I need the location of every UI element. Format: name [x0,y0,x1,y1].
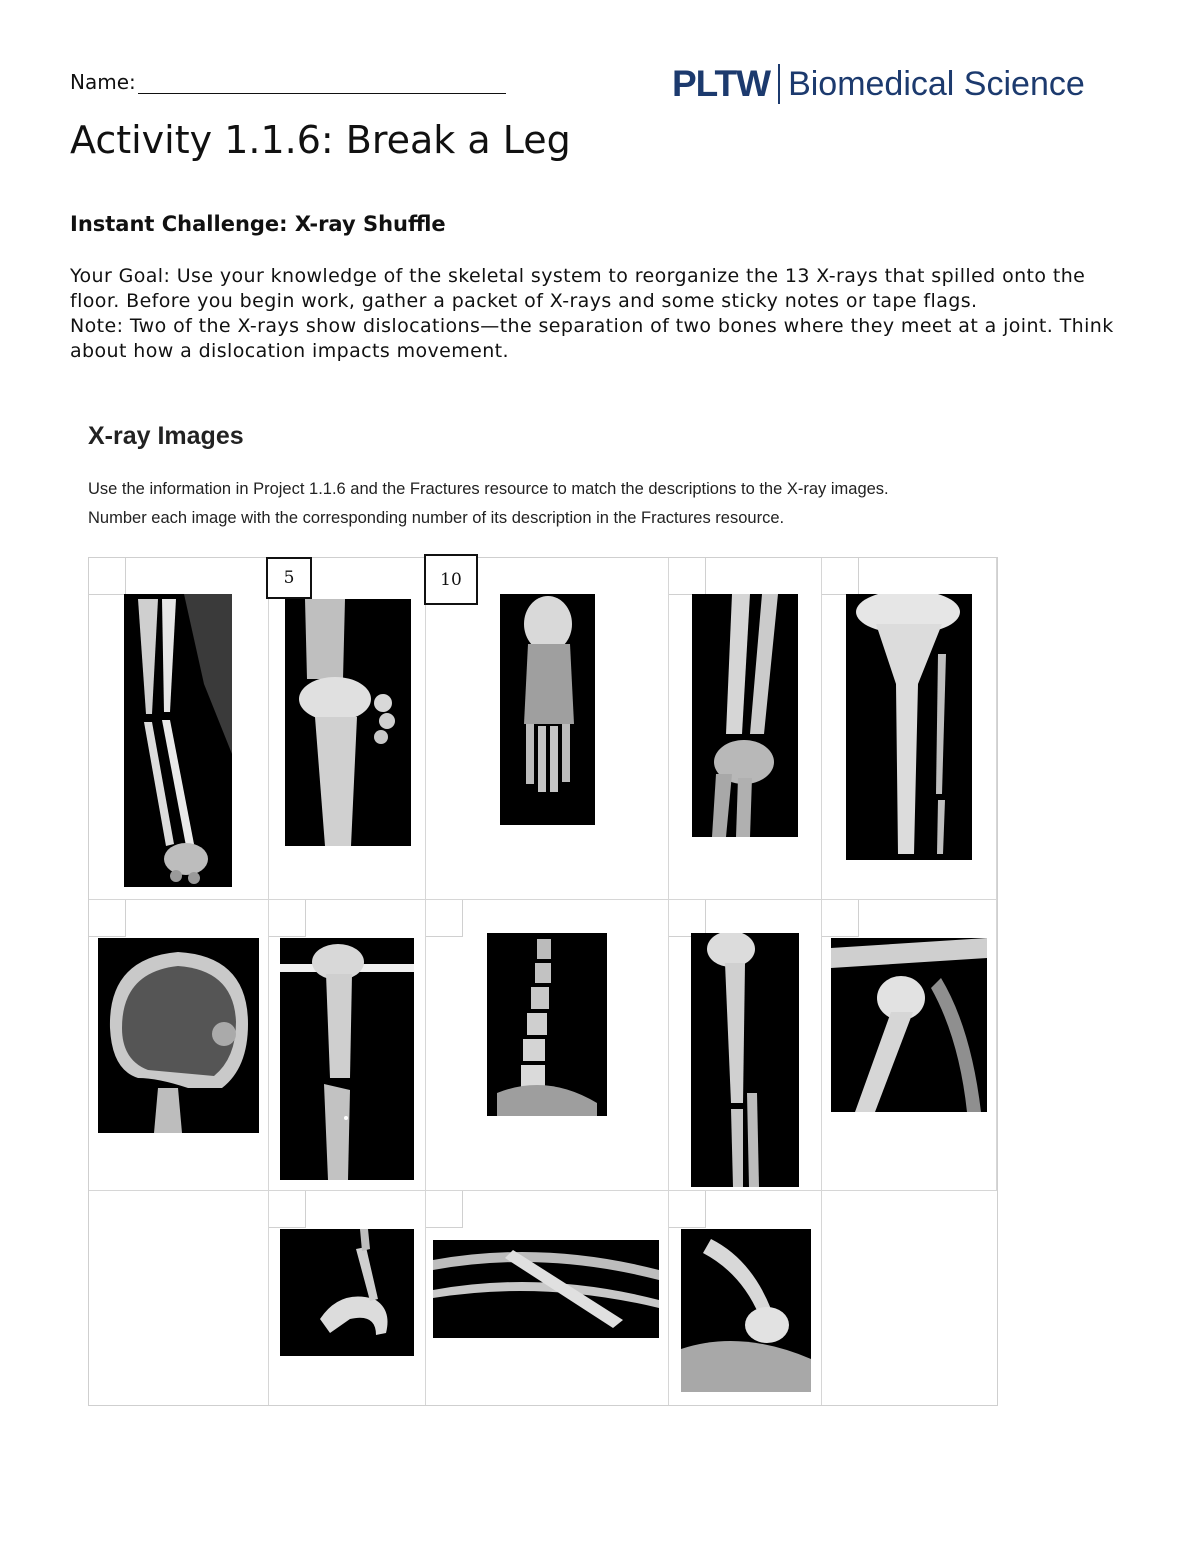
name-row [70,70,506,94]
xray-hand-image [280,1229,414,1356]
xray-skull-image [98,938,259,1133]
xray-grid [88,557,998,1406]
label-box[interactable] [669,558,706,595]
cell-tibia-fibula [822,558,997,900]
cell-arm-bone [669,900,822,1191]
cell-empty-right [822,1191,997,1405]
cell-forearm-fracture [89,558,269,900]
xray-forearm-fracture-image [124,594,232,887]
logo-pltw-text: PLTW [672,63,771,104]
cell-spine [426,900,669,1191]
name-label: Name: [70,70,136,94]
goal-paragraph: Your Goal: Use your knowledge of the skeletal system to reorganize the 13 X-rays that spilled onto the floor. Before you begin work, gather a packet of X-rays and some sticky notes or tape flags. [70,265,1086,312]
xray-tibia-image [846,594,972,860]
challenge-subtitle: Instant Challenge: X-ray Shuffle [70,212,446,236]
xray-wrist-image [692,594,798,837]
cell-lower-leg-knee [269,558,426,900]
label-box[interactable] [669,900,706,937]
xray-shoulder-image [831,938,987,1112]
xray-spine-image [487,933,607,1116]
xray-elbow-image [681,1229,811,1392]
cell-shoulder [822,900,997,1191]
label-box[interactable] [426,900,463,937]
logo-divider [778,64,780,104]
xray-arm-image [691,933,799,1187]
cell-wrist [669,558,822,900]
note-paragraph: Note: Two of the X-rays show dislocations—the separation of two bones where they meet at a joint. Think about how a dislocation impacts movement. [70,315,1114,362]
label-box-lower-leg-knee[interactable]: 5 [266,557,312,599]
instructions [70,264,1130,364]
xray-instruction-line-2: Number each image with the corresponding number of its description in the Fractures resource. [88,509,785,527]
xray-images-heading: X-ray Images [88,422,244,450]
label-box[interactable] [269,900,306,937]
label-box[interactable] [822,900,859,937]
label-box-foot[interactable]: 10 [424,554,478,605]
xray-instruction-line-1: Use the information in Project 1.1.6 and the Fractures resource to match the descriptions to the X-ray images. [88,480,889,498]
label-box[interactable] [822,558,859,595]
xray-instructions [88,475,889,533]
cell-skull [89,900,269,1191]
xray-femur-image [280,938,414,1180]
cell-empty-left [89,1191,269,1405]
pltw-logo [672,62,1085,106]
label-box[interactable] [669,1191,706,1228]
page-title: Activity 1.1.6: Break a Leg [70,118,571,162]
label-box[interactable] [89,900,126,937]
xray-ribs-image [433,1240,659,1338]
xray-foot-image [500,594,595,825]
cell-femur [269,900,426,1191]
cell-ribs [426,1191,669,1405]
label-box[interactable] [269,1191,306,1228]
logo-subject-text: Biomedical Science [788,64,1085,103]
xray-knee-image [285,599,411,846]
label-box[interactable] [89,558,126,595]
cell-foot [426,558,669,900]
name-field[interactable] [138,73,506,94]
cell-hand [269,1191,426,1405]
cell-elbow [669,1191,822,1405]
label-box[interactable] [426,1191,463,1228]
